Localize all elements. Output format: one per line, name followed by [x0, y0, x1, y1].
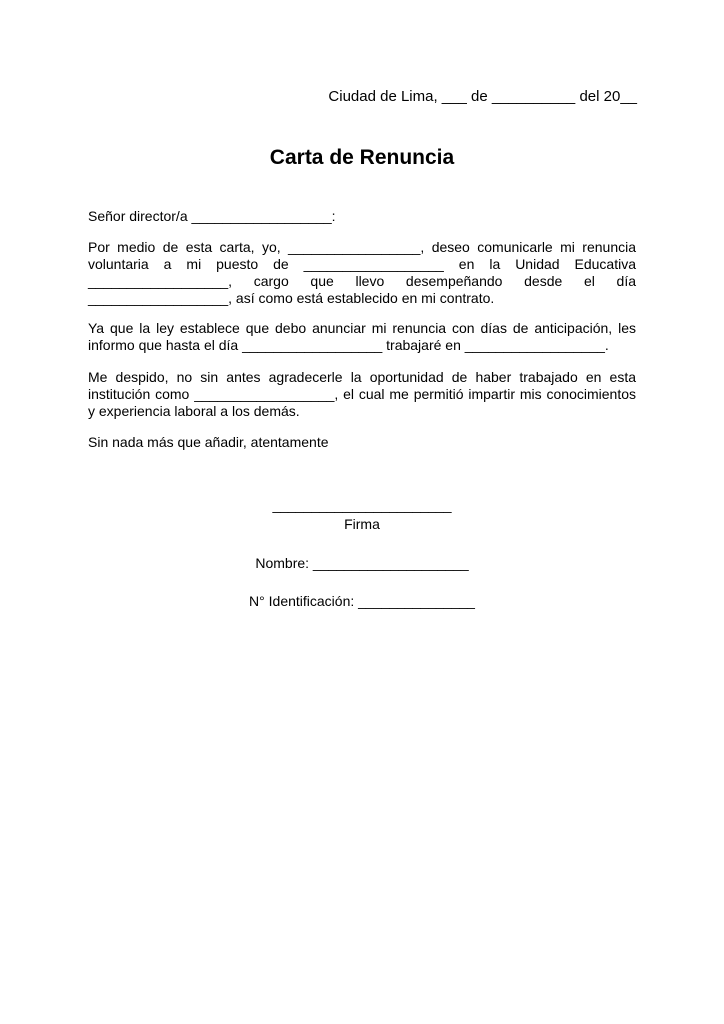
signature-line: _______________________ — [272, 497, 452, 513]
paragraph-2: Ya que la ley establece que debo anunciar mi renuncia con días de anticipación, les informo que hasta el día __________________ trabajaré en __________________. — [88, 320, 636, 353]
letter-title: Carta de Renuncia — [269, 146, 455, 169]
name-field: Nombre: ____________________ — [255, 555, 469, 571]
closing: Sin nada más que añadir, atentamente — [88, 434, 329, 450]
salutation: Señor director/a __________________: — [88, 208, 336, 224]
paragraph-1: Por medio de esta carta, yo, _________________, deseo comunicarle mi renuncia voluntaria a mi puesto de __________________ en la Unidad Educativa __________________, cargo que llevo desempeñando desde el día __________________, así como está establecido en mi contrato. — [88, 239, 636, 306]
signature-label: Firma — [344, 516, 380, 532]
date-line: Ciudad de Lima, ___ de __________ del 20__ — [328, 88, 637, 105]
paragraph-3: Me despido, no sin antes agradecerle la oportunidad de haber trabajado en esta institución como __________________, el cual me permitió impartir mis conocimientos y experiencia laboral a los demás. — [88, 369, 636, 419]
id-field: N° Identificación: _______________ — [249, 593, 475, 609]
